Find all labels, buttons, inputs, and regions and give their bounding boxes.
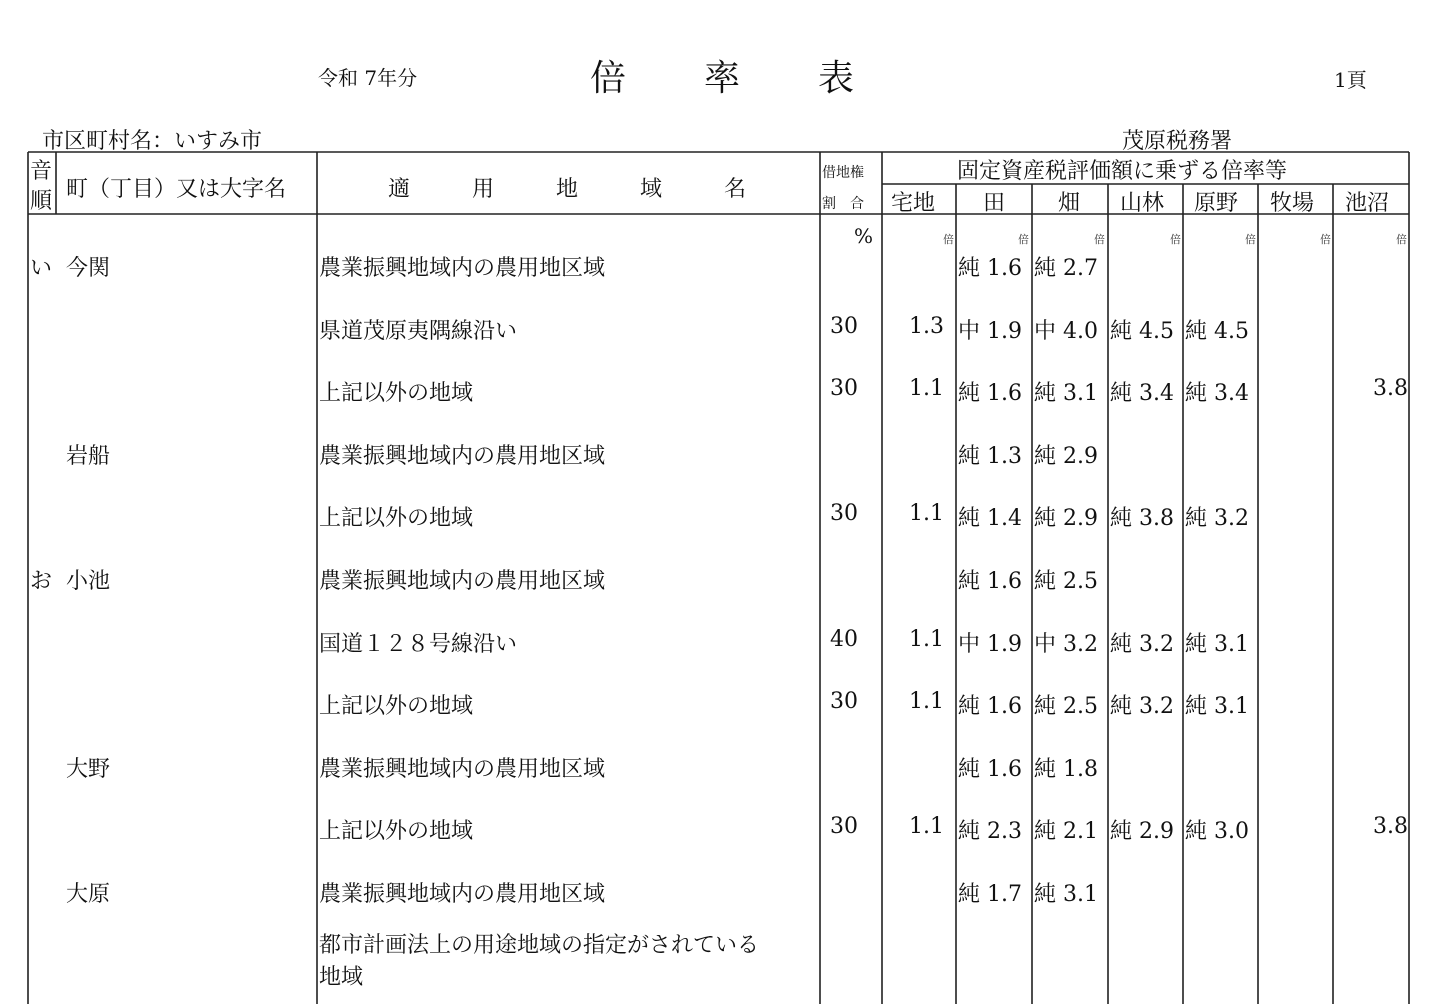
ta-cell: 純 1.3	[958, 443, 1022, 469]
ta-cell: 純 1.6	[958, 256, 1022, 281]
area-cell: 農業振興地域内の農用地区域	[319, 256, 606, 281]
unit-bai-hata: 倍	[1094, 233, 1105, 246]
kana-cell: お	[30, 569, 53, 594]
page-number: 1頁	[1334, 68, 1367, 92]
area-cell: 農業振興地域内の農用地区域	[319, 882, 606, 907]
ta-cell: 純 2.3	[958, 819, 1022, 845]
title-char-1: 倍	[590, 58, 627, 99]
hata-cell: 純 2.7	[1034, 256, 1098, 281]
col-header-town: 町（丁目）又は大字名	[66, 177, 287, 202]
area-cell: 農業振興地域内の農用地区域	[319, 756, 606, 782]
sanrin-cell: 純 3.8	[1110, 506, 1174, 532]
ta-cell: 純 1.6	[958, 756, 1022, 782]
area-header-char-5: 名	[724, 177, 747, 202]
area-cell: 農業振興地域内の農用地区域	[319, 443, 606, 469]
genya-cell: 純 3.2	[1185, 506, 1249, 532]
ta-cell: 中 1.9	[958, 318, 1022, 344]
col-header-hata: 畑	[1058, 191, 1081, 216]
hata-cell: 純 2.1	[1034, 819, 1098, 845]
hata-cell: 純 2.9	[1034, 443, 1098, 469]
ta-cell: 純 1.4	[958, 506, 1022, 532]
area-cell: 農業振興地域内の農用地区域	[319, 569, 606, 594]
genya-cell: 純 3.0	[1185, 819, 1249, 845]
tax-office: 茂原税務署	[1122, 129, 1233, 154]
takuchi-cell: 1.1	[909, 689, 944, 715]
genya-cell: 純 4.5	[1185, 318, 1249, 344]
town-cell: 今関	[66, 256, 111, 281]
ta-cell: 純 1.7	[958, 882, 1022, 907]
sanrin-cell: 純 4.5	[1110, 318, 1174, 344]
col-header-lease-top: 借地権	[822, 165, 864, 181]
takuchi-cell: 1.3	[909, 313, 944, 339]
sanrin-cell: 純 2.9	[1110, 819, 1174, 845]
takuchi-cell: 1.1	[909, 814, 944, 840]
title-char-2: 率	[704, 58, 741, 99]
area-cell: 上記以外の地域	[319, 694, 474, 720]
area-header-char-4: 域	[640, 177, 663, 202]
unit-bai-genya: 倍	[1245, 233, 1256, 246]
ta-cell: 純 1.6	[958, 694, 1022, 720]
ike-cell: 3.8	[1373, 376, 1408, 402]
town-cell: 大野	[66, 756, 111, 782]
ta-cell: 純 1.6	[958, 381, 1022, 407]
hata-cell: 純 3.1	[1034, 381, 1098, 407]
lease-cell: 30	[830, 689, 858, 715]
col-header-ta: 田	[983, 191, 1006, 216]
col-header-takuchi: 宅地	[891, 191, 936, 216]
lease-cell: 40	[830, 626, 858, 652]
unit-bai-ta: 倍	[1018, 233, 1029, 246]
col-header-kana-bottom: 順	[30, 189, 53, 214]
era-year: 令和 7年分	[318, 66, 418, 90]
area-header-char-2: 用	[472, 177, 495, 202]
lease-cell: 30	[830, 376, 858, 402]
area-cell-continued: 地域	[319, 964, 364, 990]
col-header-bokujo: 牧場	[1270, 191, 1315, 216]
unit-bai-ike: 倍	[1396, 233, 1407, 246]
unit-bai-takuchi: 倍	[943, 233, 954, 246]
hata-cell: 純 2.5	[1034, 694, 1098, 720]
col-header-genya: 原野	[1194, 191, 1239, 216]
takuchi-cell: 1.1	[909, 501, 944, 527]
unit-bai-bokujo: 倍	[1320, 233, 1331, 246]
col-header-ike: 池沼	[1345, 191, 1390, 216]
takuchi-cell: 1.1	[909, 376, 944, 402]
town-cell: 小池	[66, 569, 111, 594]
area-cell: 上記以外の地域	[319, 506, 474, 532]
area-cell: 都市計画法上の用途地域の指定がされている	[319, 932, 760, 958]
col-header-lease-bottom: 割 合	[822, 196, 864, 212]
area-cell: 県道茂原夷隅線沿い	[319, 318, 518, 344]
hata-cell: 純 2.9	[1034, 506, 1098, 532]
area-header-char-1: 適	[388, 177, 411, 202]
sanrin-cell: 純 3.4	[1110, 381, 1174, 407]
hata-cell: 純 2.5	[1034, 569, 1098, 594]
ike-cell: 3.8	[1373, 814, 1408, 840]
title-char-3: 表	[818, 58, 855, 99]
area-cell: 上記以外の地域	[319, 381, 474, 407]
lease-cell: 30	[830, 814, 858, 840]
lease-cell: 30	[830, 501, 858, 527]
hata-cell: 純 3.1	[1034, 882, 1098, 907]
genya-cell: 純 3.4	[1185, 381, 1249, 407]
area-header-char-3: 地	[556, 177, 579, 202]
hata-cell: 中 3.2	[1034, 631, 1098, 657]
town-cell: 岩船	[66, 443, 111, 469]
genya-cell: 純 3.1	[1185, 694, 1249, 720]
sanrin-cell: 純 3.2	[1110, 631, 1174, 657]
lease-cell: 30	[830, 313, 858, 339]
col-header-kana-top: 音	[30, 159, 53, 184]
area-cell: 上記以外の地域	[319, 819, 474, 845]
area-cell: 国道１２８号線沿い	[319, 631, 518, 657]
town-cell: 大原	[66, 882, 111, 907]
sanrin-cell: 純 3.2	[1110, 694, 1174, 720]
unit-percent: %	[854, 224, 874, 248]
genya-cell: 純 3.1	[1185, 631, 1249, 657]
kana-cell: い	[30, 256, 53, 281]
hata-cell: 中 4.0	[1034, 318, 1098, 344]
takuchi-cell: 1.1	[909, 626, 944, 652]
col-header-sanrin: 山林	[1120, 191, 1165, 216]
unit-bai-sanrin: 倍	[1170, 233, 1181, 246]
ta-cell: 純 1.6	[958, 569, 1022, 594]
col-header-multiplier-group: 固定資産税評価額に乗ずる倍率等	[957, 159, 1288, 184]
ta-cell: 中 1.9	[958, 631, 1022, 657]
hata-cell: 純 1.8	[1034, 756, 1098, 782]
city-name: 市区町村名：いすみ市	[42, 129, 263, 154]
